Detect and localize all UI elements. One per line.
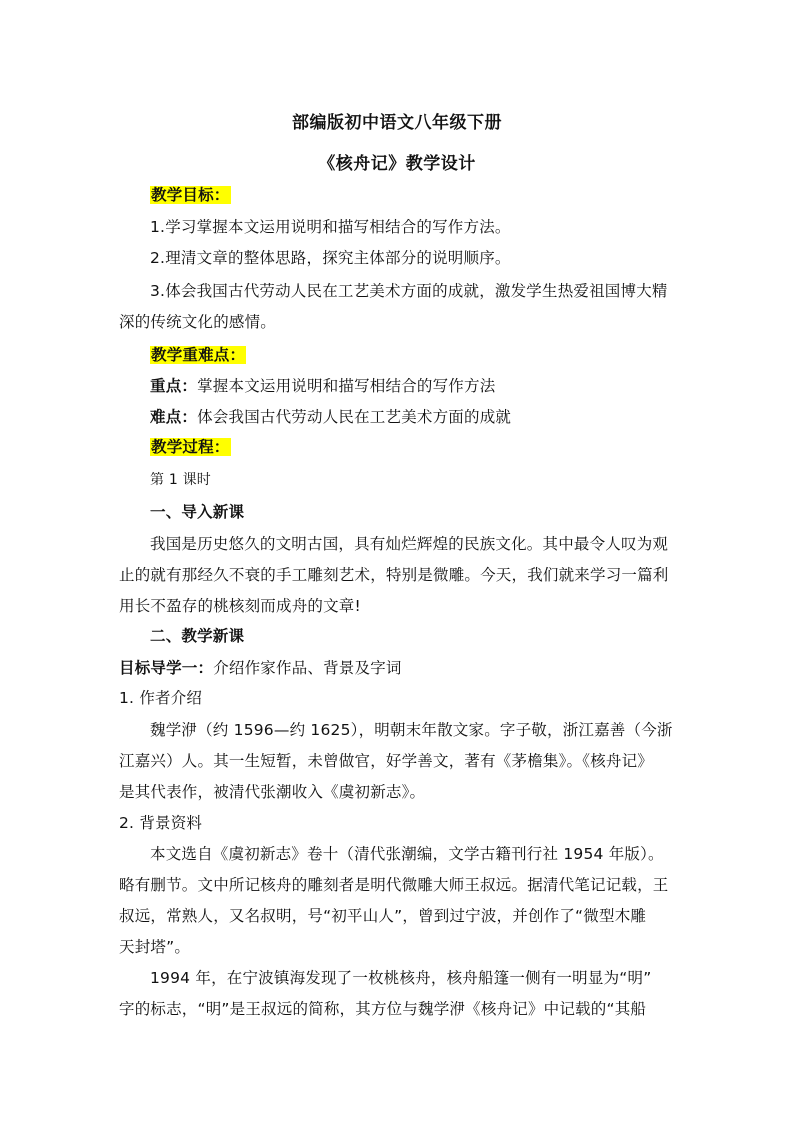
part-heading-intro: 一、导入新课: [150, 503, 245, 521]
section-heading-goals: 教学目标：: [151, 186, 230, 204]
goal-2: 2.理清文章的整体思路，探究主体部分的说明顺序。: [150, 249, 511, 267]
guide-heading-1: 目标导学一：介绍作家作品、背景及字词: [119, 659, 402, 677]
background-line-3: 叔远，常熟人，又名叔明，号“初平山人”，曾到过宁波，并创作了“微型木雕: [119, 907, 647, 925]
lesson-label: 第 1 课时: [150, 472, 212, 488]
background-line-5: 1994 年，在宁波镇海发现了一枚桃核舟，核舟船篷一侧有一明显为“明”: [150, 969, 652, 987]
background-line-1: 本文选自《虞初新志》卷十（清代张潮编，文学古籍刊行社 1954 年版）。: [150, 845, 664, 863]
intro-line-3: 用长不盈存的桃核刻而成舟的文章!: [119, 597, 361, 615]
intro-line-2: 止的就有那经久不衰的手工雕刻艺术，特别是微雕。今天，我们就来学习一篇利: [119, 566, 669, 584]
goal-3-line-2: 深的传统文化的感情。: [119, 313, 277, 331]
background-line-2: 略有删节。文中所记核舟的雕刻者是明代微雕大师王叔远。据清代笔记记载，王: [119, 876, 669, 894]
section-heading-process: 教学过程：: [151, 438, 230, 456]
item-author-heading: 1. 作者介绍: [119, 689, 203, 707]
doc-subtitle: 《核舟记》教学设计: [318, 154, 476, 174]
intro-line-1: 我国是历史悠久的文明古国，具有灿烂辉煌的民族文化。其中最令人叹为观: [150, 535, 669, 553]
item-background-heading: 2. 背景资料: [119, 814, 203, 832]
doc-title: 部编版初中语文八年级下册: [292, 113, 502, 133]
background-line-6: 字的标志，“明”是王叔远的简称，其方位与魏学洢《核舟记》中记载的“其船: [119, 1000, 647, 1018]
part-heading-new-lesson: 二、教学新课: [150, 627, 245, 645]
section-heading-key-points: 教学重难点：: [151, 346, 246, 364]
author-line-1: 魏学洢（约 1596—约 1625），明朝末年散文家。字子敬，浙江嘉善（今浙: [150, 721, 673, 739]
goal-3-line-1: 3.体会我国古代劳动人民在工艺美术方面的成就，激发学生热爱祖国博大精: [150, 282, 668, 300]
key-point: 重点：掌握本文运用说明和描写相结合的写作方法: [150, 377, 496, 395]
author-line-3: 是其代表作，被清代张潮收入《虞初新志》。: [119, 783, 426, 801]
author-line-2: 江嘉兴）人。其一生短暂，未曾做官，好学善文，著有《茅檐集》。《核舟记》: [119, 752, 654, 770]
difficult-point: 难点：体会我国古代劳动人民在工艺美术方面的成就: [150, 408, 512, 426]
goal-1: 1.学习掌握本文运用说明和描写相结合的写作方法。: [150, 218, 511, 236]
background-line-4: 天封塔”。: [119, 938, 191, 956]
